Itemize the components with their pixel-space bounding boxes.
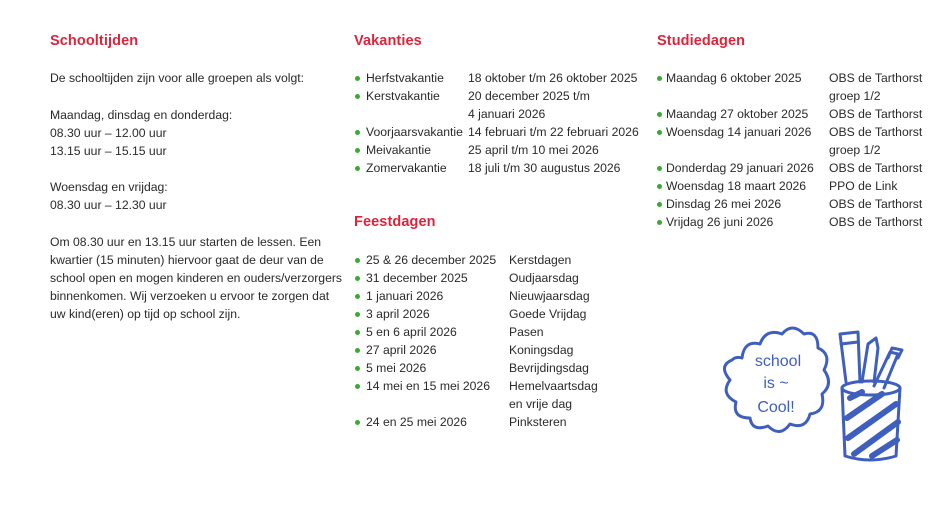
cloud-text-line-2: is ~ [763, 375, 789, 392]
list-item: 14 mei en 15 mei 2026 Hemelvaartsdag en vrije dag [354, 377, 598, 413]
bullet-icon [355, 312, 360, 317]
bullet-icon [657, 202, 662, 207]
bullet-icon [657, 184, 662, 189]
school-illustration-svg [712, 318, 922, 468]
bullet-icon [355, 94, 360, 99]
list-item: Woensdag 14 januari 2026 OBS de Tarthorst groep 1/2 [657, 123, 922, 159]
schooltijden-heading: Schooltijden [50, 33, 139, 49]
list-item: 25 & 26 december 2025 Kerstdagen [354, 251, 598, 269]
feestdagen-heading: Feestdagen [354, 214, 436, 230]
list-item: Kerstvakantie 20 december 2025 t/m 4 januari 2026 [354, 87, 639, 123]
vakanties-list [354, 69, 639, 177]
studiedagen-list [657, 69, 922, 231]
bullet-icon [355, 384, 360, 389]
list-item: Woensdag 18 maart 2026 PPO de Link [657, 177, 922, 195]
list-item: Maandag 6 oktober 2025 OBS de Tarthorst groep 1/2 [657, 69, 922, 105]
list-item: Meivakantie 25 april t/m 10 mei 2026 [354, 141, 639, 159]
bullet-icon [355, 166, 360, 171]
bullet-icon [355, 148, 360, 153]
bullet-icon [355, 366, 360, 371]
pencil-cup-icon [840, 332, 902, 460]
list-item: Herfstvakantie 18 oktober t/m 26 oktober 2025 [354, 69, 639, 87]
list-item: Dinsdag 26 mei 2026 OBS de Tarthorst [657, 195, 922, 213]
schooltijden-block-mdd: Maandag, dinsdag en donderdag: 08.30 uur – 12.00 uur 13.15 uur – 15.15 uur [50, 108, 233, 158]
bullet-icon [657, 76, 662, 81]
list-item: 5 en 6 april 2026 Pasen [354, 323, 598, 341]
feestdagen-list [354, 251, 598, 431]
list-item: Zomervakantie 18 juli t/m 30 augustus 2026 [354, 159, 639, 177]
schooltijden-note: Om 08.30 uur en 13.15 uur starten de lessen. Een kwartier (15 minuten) hiervoor gaat de deur van de school open en mogen kinderen en ouders/verzorgers binnenkomen. Wij verzoeken u ervoor te zorgen dat uw kind(eren) op tijd op school zijn. [50, 235, 343, 321]
bullet-icon [657, 166, 662, 171]
bullet-icon [355, 330, 360, 335]
list-item: Maandag 27 oktober 2025 OBS de Tarthorst [657, 105, 922, 123]
bullet-icon [355, 294, 360, 299]
bullet-icon [355, 348, 360, 353]
schooltijden-intro: De schooltijden zijn voor alle groepen als volgt: [50, 71, 305, 85]
bullet-icon [657, 220, 662, 225]
list-item: 1 januari 2026 Nieuwjaarsdag [354, 287, 598, 305]
bullet-icon [355, 276, 360, 281]
schooltijden-block-wv: Woensdag en vrijdag: 08.30 uur – 12.30 uur [50, 180, 168, 212]
school-is-cool-illustration [712, 318, 922, 468]
list-item: 24 en 25 mei 2026 Pinksteren [354, 413, 598, 431]
list-item: Voorjaarsvakantie 14 februari t/m 22 februari 2026 [354, 123, 639, 141]
bullet-icon [657, 112, 662, 117]
bullet-icon [355, 420, 360, 425]
list-item: 3 april 2026 Goede Vrijdag [354, 305, 598, 323]
cloud-text-line-1: school [754, 353, 802, 370]
list-item: Donderdag 29 januari 2026 OBS de Tarthorst [657, 159, 922, 177]
bullet-icon [657, 130, 662, 135]
vakanties-heading: Vakanties [354, 33, 422, 49]
studiedagen-heading: Studiedagen [657, 33, 746, 49]
bullet-icon [355, 130, 360, 135]
bullet-icon [355, 76, 360, 81]
list-item: Vrijdag 26 juni 2026 OBS de Tarthorst [657, 213, 922, 231]
list-item: 27 april 2026 Koningsdag [354, 341, 598, 359]
cloud-text-line-3: Cool! [757, 399, 795, 416]
list-item: 5 mei 2026 Bevrijdingsdag [354, 359, 598, 377]
list-item: 31 december 2025 Oudjaarsdag [354, 269, 598, 287]
bullet-icon [355, 258, 360, 263]
